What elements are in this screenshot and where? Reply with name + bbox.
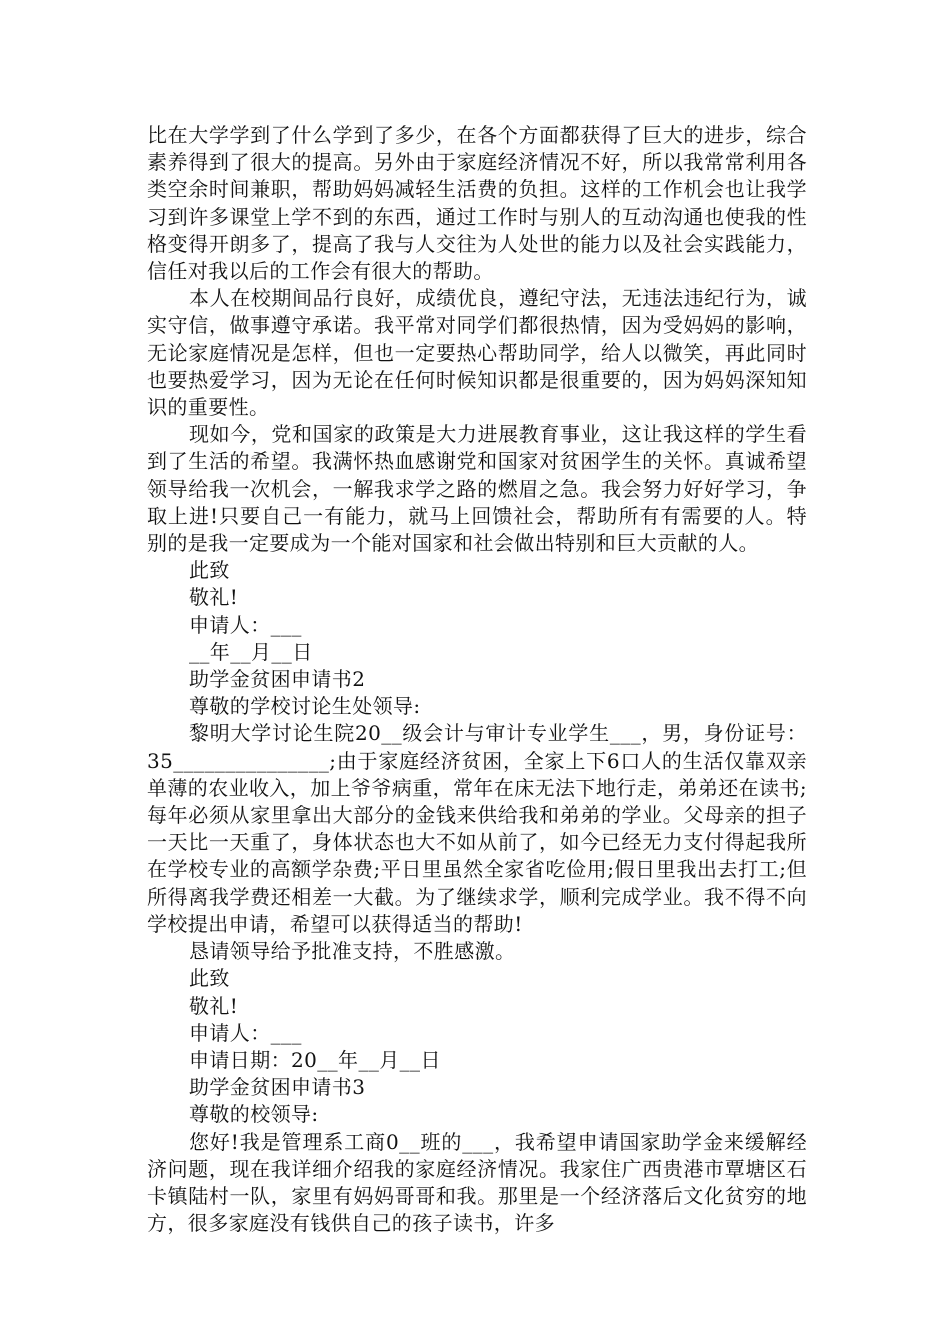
text-line: 助学金贫困申请书3 xyxy=(189,1075,366,1100)
text-line: 申请人：___ xyxy=(189,1020,302,1045)
text-line: 申请人：___ xyxy=(189,612,302,637)
document-body xyxy=(147,122,807,1237)
text-line: __年__月__日 xyxy=(189,639,313,664)
paragraph: 比在大学学到了什么学到了多少，在各个方面都获得了巨大的进步，综合素养得到了很大的提高。另外由于家庭经济情况不好，所以我常常利用各类空余时间兼职，帮助妈妈减轻生活费的负担。这样的工作机会也让我学习到许多课堂上学不到的东西，通过工作时与别人的互动沟通也使我的性格变得开朗多了，提高了我与人交往为人处世的能力以及社会实践能力，信任对我以后的工作会有很大的帮助。 xyxy=(147,123,807,284)
text-line: 恳请领导给予批准支持，不胜感激。 xyxy=(189,939,516,964)
text-line: 申请日期：20__年__月__日 xyxy=(189,1047,441,1072)
text-line: 尊敬的学校讨论生处领导: xyxy=(189,694,421,719)
text-line: 此致 xyxy=(189,966,230,991)
text-line: 尊敬的校领导: xyxy=(189,1102,319,1127)
paragraph: 现如今，党和国家的政策是大力进展教育事业，这让我这样的学生看到了生活的希望。我满怀热血感谢党和国家对贫困学生的关怀。真诚希望领导给我一次机会，一解我求学之路的燃眉之急。我会努力好好学习，争取上进!只要自己一有能力，就马上回馈社会，帮助所有有需要的人。特别的是我一定要成为一个能对国家和社会做出特别和巨大贡献的人。 xyxy=(147,422,807,556)
paragraph: 您好!我是管理系工商0__班的___，我希望申请国家助学金来缓解经济问题，现在我详细介绍我的家庭经济情况。我家住广西贵港市覃塘区石卡镇陆村一队，家里有妈妈哥哥和我。那里是一个经济落后文化贫穷的地方，很多家庭没有钱供自己的孩子读书，许多 xyxy=(147,1129,807,1236)
text-line: 敬礼! xyxy=(189,585,239,610)
paragraph: 本人在校期间品行良好，成绩优良，遵纪守法，无违法违纪行为，诚实守信，做事遵守承诺。我平常对同学们都很热情，因为受妈妈的影响，无论家庭情况是怎样，但也一定要热心帮助同学，给人以微笑，再此同时也要热爱学习，因为无论在任何时候知识都是很重要的，因为妈妈深知知识的重要性。 xyxy=(147,286,807,420)
text-line: 敬礼! xyxy=(189,993,239,1018)
text-line: 此致 xyxy=(189,558,230,583)
paragraph: 黎明大学讨论生院20__级会计与审计专业学生___，男，身份证号：35_______________;由于家庭经济贫困，全家上下6口人的生活仅靠双亲单薄的农业收入，加上爷爷病重，常年在床无法下地行走，弟弟还在读书;每年必须从家里拿出大部分的金钱来供给我和弟弟的学业。父母亲的担子一天比一天重了，身体状态也大不如从前了，如今已经无力支付得起我所在学校专业的高额学杂费;平日里虽然全家省吃俭用;假日里我出去打工;但所得离我学费还相差一大截。为了继续求学，顺利完成学业。我不得不向学校提出申请，希望可以获得适当的帮助! xyxy=(147,721,807,936)
text-line: 助学金贫困申请书2 xyxy=(189,667,366,692)
